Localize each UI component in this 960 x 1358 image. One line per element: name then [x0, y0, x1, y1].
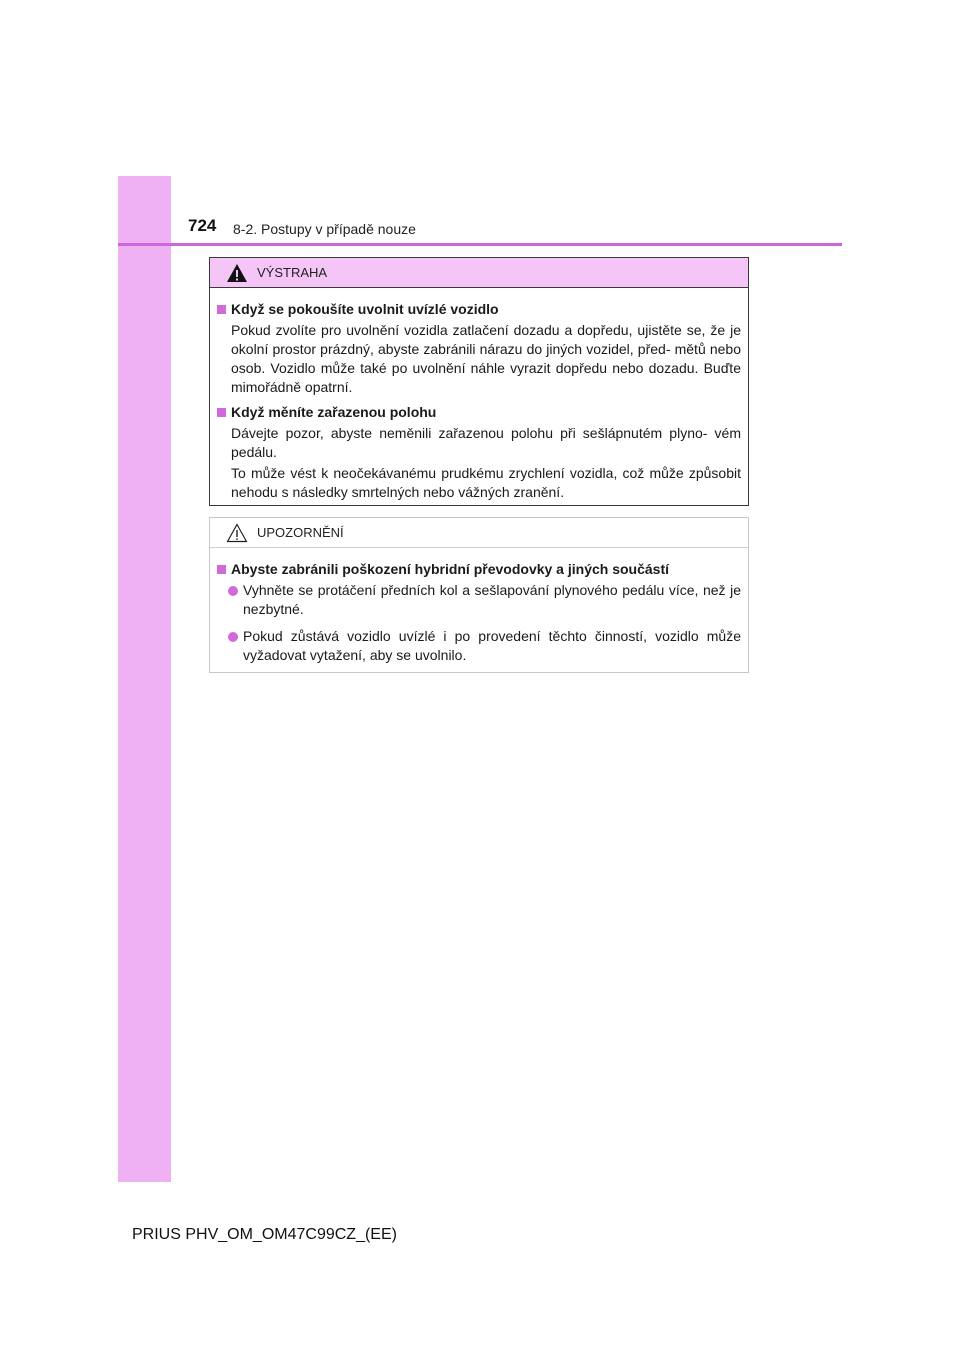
square-bullet-icon: [217, 408, 226, 417]
circle-bullet-icon: [228, 632, 238, 642]
warning-item-text: Pokud zvolíte pro uvolnění vozidla zatlačení dozadu a dopředu, ujistěte se, že je okolní prostor prázdný, abyste zabránili nárazu do jiných vozidel, před- mětů nebo osob. Vozidlo může také po uvolnění náhle vyrazit dopředu nebo dozadu. Buďte mimořádně opatrní.: [231, 322, 741, 395]
square-bullet-icon: [217, 305, 226, 314]
list-item: Pokud zůstává vozidlo uvízlé i po provedení těchto činností, vozidlo může vyžadovat vytažení, aby se uvolnilo.: [217, 627, 741, 665]
warning-box: [209, 257, 749, 506]
page-number: 724: [188, 216, 217, 235]
section-title: 8-2. Postupy v případě nouze: [233, 221, 416, 237]
side-color-band: [118, 176, 171, 1182]
warning-item-text: To může vést k neočekávanému prudkému zrychlení vozidla, což může způsobit nehodu s následky smrtelných nebo vážných zranění.: [231, 465, 741, 500]
header-rule: [118, 243, 842, 246]
caution-item-title: Abyste zabránili poškození hybridní převodovky a jiných součástí: [217, 560, 741, 579]
warning-item-title: Když měníte zařazenou polohu: [217, 403, 741, 422]
warning-title: VÝSTRAHA: [257, 265, 328, 280]
warning-item-title: Když se pokoušíte uvolnit uvízlé vozidlo: [217, 300, 741, 319]
warning-triangle-icon: [226, 263, 248, 283]
caution-box-header: [210, 518, 748, 548]
caution-box: [209, 517, 749, 673]
caution-body: [210, 548, 748, 665]
caution-title: UPOZORNĚNÍ: [257, 525, 344, 540]
circle-bullet-icon: [228, 586, 238, 596]
warning-box-header: [210, 258, 748, 288]
document-id: PRIUS PHV_OM_OM47C99CZ_(EE): [132, 1226, 397, 1243]
warning-body: [210, 288, 748, 502]
square-bullet-icon: [217, 565, 226, 574]
caution-triangle-icon: [226, 523, 248, 543]
list-item: Vyhněte se protáčení předních kol a sešlapování plynového pedálu více, než je nezbytné.: [217, 581, 741, 619]
warning-item-text: Dávejte pozor, abyste neměnili zařazenou polohu při sešlápnutém plyno- vém pedálu.: [231, 425, 741, 460]
